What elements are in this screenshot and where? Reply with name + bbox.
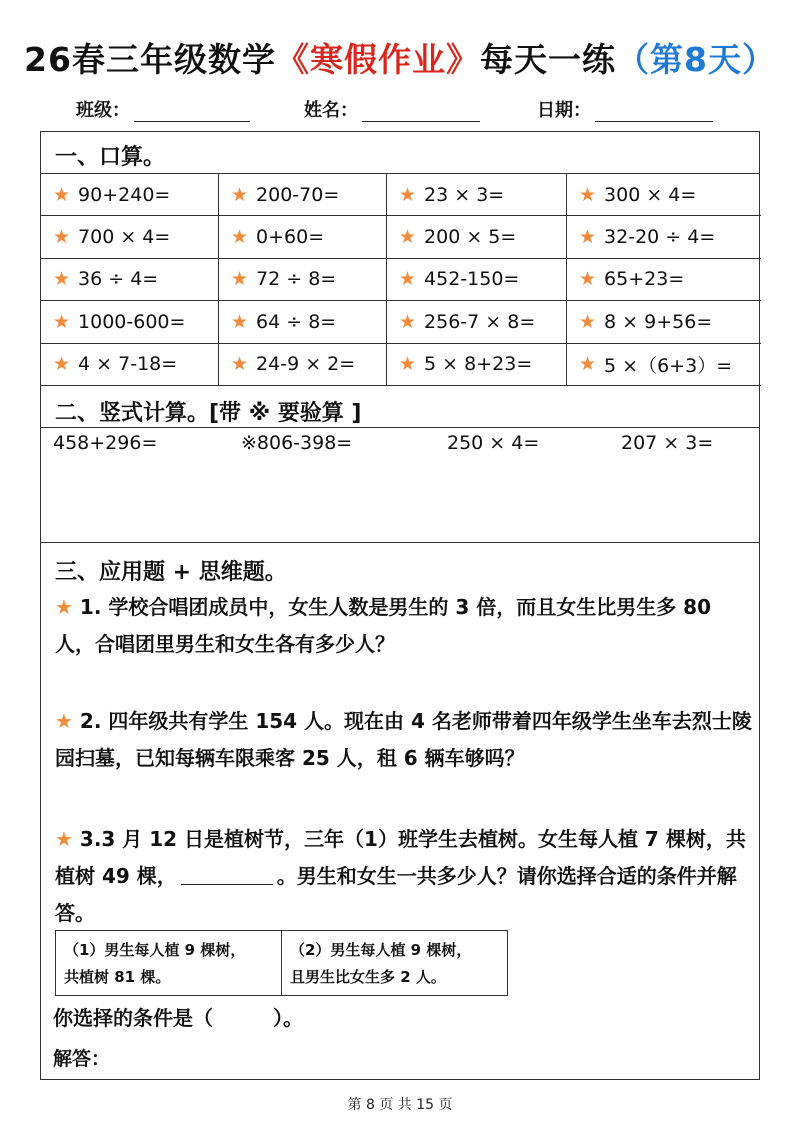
star-icon: ★ [231,226,249,249]
name-field [304,96,480,122]
star-icon: ★ [399,310,417,333]
question-1 [55,589,755,663]
mental-math-grid [41,174,759,386]
calc-expression: 4 × 7-18= [78,353,178,376]
title-highlight: 《寒假作业》 [275,40,480,79]
calc-expression: 452-150= [424,268,520,291]
page-title [0,34,800,81]
calc-cell [567,216,761,258]
question-3-text-part1: 3.3 月 12 日是植树节，三年（1）班学生去植树。女生每人植 7 棵树，共植树 49 棵， [55,827,746,888]
condition-blank[interactable] [181,864,273,885]
calc-cell [567,174,761,216]
calc-expression: 64 ÷ 8= [256,310,337,333]
vertical-problem: ※806-398= [241,432,353,454]
vertical-problem: 458+296= [53,432,158,454]
star-icon: ★ [53,268,71,291]
calc-expression: 300 × 4= [604,183,697,206]
divider [41,542,759,543]
name-blank[interactable] [362,101,480,122]
calc-cell [41,259,219,301]
calc-cell [41,216,219,258]
section2-heading: 二、竖式计算。[带 ※ 要验算 ] [55,401,362,426]
calc-cell [219,344,387,386]
star-icon: ★ [399,353,417,376]
calc-expression: 200 × 5= [424,226,517,249]
calc-expression: 90+240= [78,183,171,206]
date-blank[interactable] [595,101,713,122]
title-day: （第8天） [615,40,776,79]
calc-cell [567,301,761,343]
class-field [76,96,250,122]
star-icon: ★ [53,353,71,376]
class-label: 班级： [76,100,130,121]
star-icon: ★ [53,226,71,249]
calc-expression: 32-20 ÷ 4= [604,226,716,249]
star-icon: ★ [579,310,597,333]
star-icon: ★ [579,226,597,249]
calc-cell [219,301,387,343]
calc-expression: 65+23= [604,268,685,291]
worksheet-frame [40,131,760,1080]
calc-expression: 200-70= [256,183,340,206]
star-icon: ★ [399,226,417,249]
condition-options [55,930,508,996]
name-label: 姓名： [304,100,358,121]
star-icon: ★ [55,827,73,851]
calc-cell [219,216,387,258]
calc-cell [387,259,567,301]
calc-expression: 5 ×（6+3）= [604,354,733,377]
calc-expression: 0+60= [256,226,325,249]
star-icon: ★ [579,268,597,291]
star-icon: ★ [579,183,597,206]
option-2-line2: 且男生比女生多 2 人。 [290,968,446,986]
star-icon: ★ [231,310,249,333]
calc-expression: 23 × 3= [424,183,505,206]
calc-expression: 24-9 × 2= [256,353,356,376]
title-middle: 每天一练 [479,40,616,79]
option-2-line1: （2）男生每人植 9 棵树， [290,941,472,959]
star-icon: ★ [579,353,597,376]
vertical-problem: 207 × 3= [621,432,714,454]
calc-cell [41,344,219,386]
section3-heading: 三、应用题 + 思维题。 [55,560,287,585]
calc-expression: 1000-600= [78,310,186,333]
star-icon: ★ [231,183,249,206]
question-3-text-part2: 。男生和女生一共多少人？请你选择合适的条件并解答。 [55,864,737,925]
question-2-text: 2. 四年级共有学生 154 人。现在由 4 名老师带着四年级学生坐车去烈士陵园扫墓，已知每辆车限乘客 25 人，租 6 辆车够吗？ [55,709,752,770]
calc-expression: 36 ÷ 4= [78,268,159,291]
calc-cell [387,174,567,216]
divider [41,427,759,428]
calc-cell [219,174,387,216]
question-3 [55,821,755,932]
option-1-line2: 共植树 81 棵。 [64,968,171,986]
question-1-text: 1. 学校合唱团成员中，女生人数是男生的 3 倍，而且女生比男生多 80 人，合唱团里男生和女生各有多少人？ [55,595,712,656]
question-2 [55,703,755,777]
calc-expression: 700 × 4= [78,226,171,249]
calc-expression: 256-7 × 8= [424,310,536,333]
calc-cell [41,301,219,343]
calc-cell [41,174,219,216]
star-icon: ★ [53,183,71,206]
page-footer: 第 8 页 共 15 页 [347,1097,453,1113]
calc-cell [219,259,387,301]
star-icon: ★ [53,310,71,333]
answer-label: 解答： [53,1048,111,1070]
date-field [537,96,713,122]
star-icon: ★ [231,353,249,376]
calc-expression: 72 ÷ 8= [256,268,337,291]
calc-cell [567,344,761,386]
option-2[interactable] [282,931,507,995]
option-1-line1: （1）男生每人植 9 棵树， [64,941,246,959]
calc-expression: 5 × 8+23= [424,353,533,376]
calc-cell [387,216,567,258]
calc-cell [387,344,567,386]
star-icon: ★ [55,595,73,619]
calc-expression: 8 × 9+56= [604,310,713,333]
date-label: 日期： [537,100,591,121]
class-blank[interactable] [134,101,250,122]
star-icon: ★ [399,268,417,291]
student-info-row [0,96,800,126]
star-icon: ★ [399,183,417,206]
calc-cell [567,259,761,301]
title-prefix: 26春三年级数学 [24,40,276,79]
star-icon: ★ [55,709,73,733]
chosen-condition-prompt: 你选择的条件是（ ）。 [53,1006,303,1030]
option-1[interactable] [56,931,282,995]
vertical-problem: 250 × 4= [447,432,540,454]
calc-cell [387,301,567,343]
star-icon: ★ [231,268,249,291]
section1-heading: 一、口算。 [55,145,166,170]
